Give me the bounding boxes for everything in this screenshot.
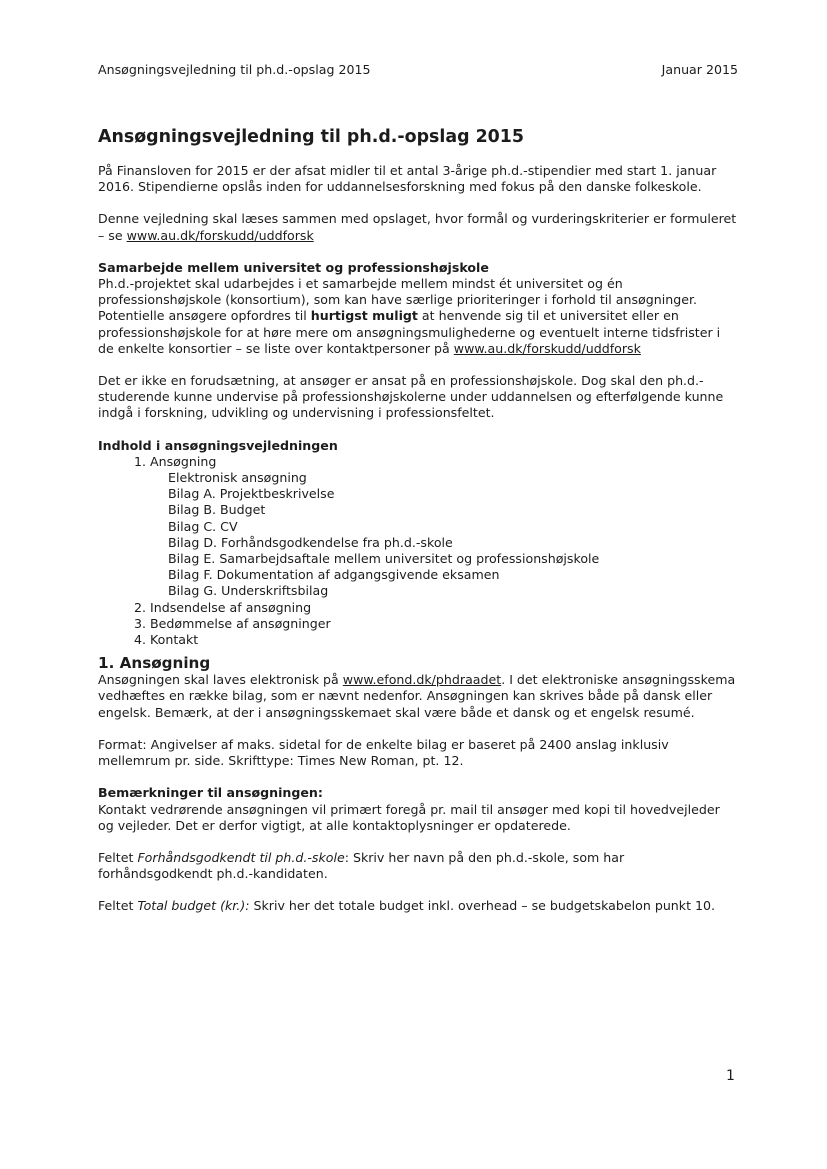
samarbejde-emphasis: hurtigst muligt	[310, 308, 418, 324]
toc-subitem: Bilag D. Forhåndsgodkendelse fra ph.d.-skole	[168, 534, 453, 550]
toc-subitem: Bilag B. Budget	[168, 502, 266, 518]
toc-sublist	[150, 470, 738, 600]
field-1-text: : Skriv her navn på den ph.d.-skole, som har forhåndsgodkendt ph.d.-kandidaten.	[98, 849, 625, 882]
toc-subitem: Bilag F. Dokumentation af adgangsgivende eksamen	[168, 567, 500, 583]
toc-list	[98, 454, 738, 648]
toc-subitem: Bilag G. Underskriftsbilag	[168, 583, 329, 599]
intro-paragraph-2-text: Denne vejledning skal læses sammen med opslaget, hvor formål og vurderingskriterier er formuleret – se	[98, 211, 737, 243]
samarbejde-text-1: Ph.d.-projektet skal udarbejdes i et samarbejde mellem mindst ét universitet og én professionshøjskole (konsortium), som kan have særlige prioriteringer i forhold til ansøgninger. Potentielle ansøgere opfordres til	[98, 276, 697, 324]
field-total-budget-paragraph	[98, 898, 738, 914]
table-of-contents	[98, 438, 738, 649]
field-2-text: Skriv her det totale budget inkl. overhead – se budgetskabelon punkt 10.	[249, 898, 716, 914]
intro-paragraph-1: På Finansloven for 2015 er der afsat midler til et antal 3-årige ph.d.-stipendier med start 1. januar 2016. Stipendierne opslås inden for uddannelsesforskning med fokus på den danske folkeskole.	[98, 163, 717, 195]
toc-subitem: Elektronisk ansøgning	[168, 470, 307, 486]
remarks-heading: Bemærkninger til ansøgningen:	[98, 785, 323, 801]
field-2-name: Total budget (kr.):	[137, 898, 250, 914]
remarks-section	[98, 785, 738, 834]
section-1-text-1: Ansøgningen skal laves elektronisk på	[98, 672, 343, 688]
field-2-prefix: Feltet	[98, 898, 138, 914]
toc-item	[150, 454, 738, 600]
efond-link[interactable]: www.efond.dk/phdraadet	[342, 672, 502, 688]
intro-paragraph-2	[98, 211, 738, 243]
field-forhandsgodkendt-paragraph	[98, 850, 738, 882]
page-header	[98, 62, 738, 78]
samarbejde-heading: Samarbejde mellem universitet og professionshøjskole	[98, 259, 489, 275]
samarbejde-link[interactable]: www.au.dk/forskudd/uddforsk	[453, 340, 641, 356]
forskudd-link[interactable]: www.au.dk/forskudd/uddforsk	[126, 227, 314, 243]
samarbejde-section	[98, 260, 738, 357]
section-1-heading: 1. Ansøgning	[98, 654, 211, 673]
remarks-text: Kontakt vedrørende ansøgningen vil primært foregå pr. mail til ansøger med kopi til hovedvejleder og vejleder. Det er derfor vigtigt, at alle kontaktoplysninger er opdaterede.	[98, 801, 720, 833]
header-date: Januar 2015	[661, 62, 738, 77]
toc-item-label: Ansøgning	[150, 453, 217, 469]
document-title: Ansøgningsvejledning til ph.d.-opslag 2015	[98, 127, 524, 147]
document-body	[98, 126, 738, 931]
field-1-prefix: Feltet	[98, 849, 138, 865]
header-document-title: Ansøgningsvejledning til ph.d.-opslag 2015	[98, 62, 371, 77]
samarbejde-text-2: at henvende sig til et universitet eller en professionshøjskole for at høre mere om ansøgningsmulighederne og eventuelt interne tidsfrister i de enkelte konsortier – se liste over kontaktpersoner på	[98, 308, 721, 356]
page-number: 1	[726, 1068, 735, 1084]
field-1-name: Forhåndsgodkendt til ph.d.-skole	[137, 849, 345, 865]
toc-title: Indhold i ansøgningsvejledningen	[98, 437, 338, 453]
toc-item: 2. Indsendelse af ansøgning	[150, 600, 738, 616]
format-paragraph: Format: Angivelser af maks. sidetal for de enkelte bilag er baseret på 2400 anslag inklusiv mellemrum pr. side. Skrifttype: Times New Roman, pt. 12.	[98, 736, 669, 769]
toc-subitem: Bilag A. Projektbeskrivelse	[168, 486, 335, 502]
toc-item: 4. Kontakt	[150, 632, 738, 648]
section-1-text-2: . I det elektroniske ansøgningsskema vedhæftes en række bilag, som er nævnt nedenfor. Ansøgningen kan skrives både på dansk eller engelsk. Bemærk, at der i ansøgningsskemaet skal være både et dansk og et engelsk resumé.	[98, 672, 736, 720]
samarbejde-paragraph-2: Det er ikke en forudsætning, at ansøger er ansat på en professionshøjskole. Dog skal den ph.d.-studerende kunne undervise på professionshøjskolerne under uddannelsen og efterfølgende kunne indgå i forskning, udvikling og undervisning i professionsfeltet.	[98, 373, 724, 421]
toc-subitem: Bilag E. Samarbejdsaftale mellem universitet og professionshøjskole	[168, 551, 600, 567]
toc-item: 3. Bedømmelse af ansøgninger	[150, 616, 738, 632]
section-1-paragraph-1	[98, 672, 738, 721]
toc-subitem: Bilag C. CV	[168, 518, 238, 534]
